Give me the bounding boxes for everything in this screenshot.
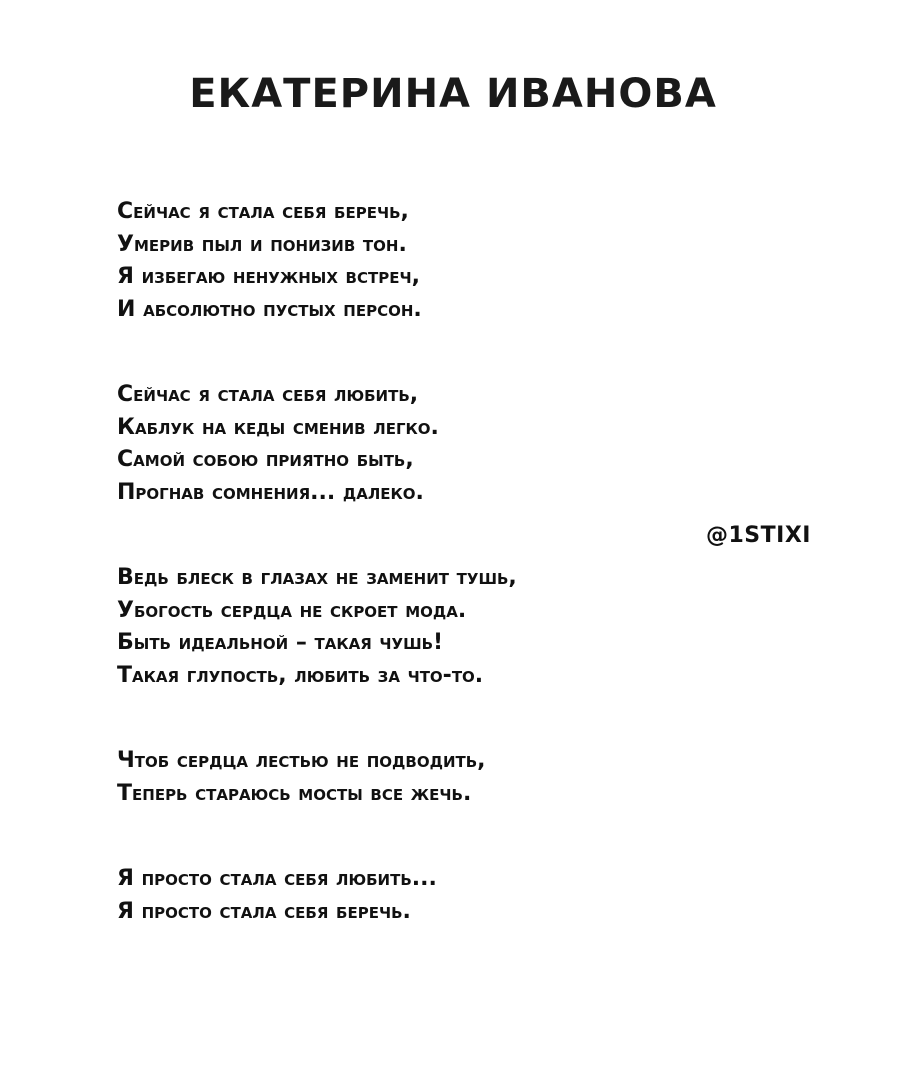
stanza-3 — [117, 562, 817, 692]
poem-line: Я просто стала себя любить... — [117, 866, 437, 891]
stanza-4 — [117, 745, 817, 810]
stanza-5 — [117, 863, 817, 928]
poem-line: Сейчас я стала себя беречь, — [117, 199, 409, 224]
poem-line: Самой собою приятно быть, — [117, 447, 414, 472]
poem-line: Я избегаю ненужных встреч, — [117, 264, 420, 289]
stanza-1 — [117, 196, 817, 326]
poem-line: Такая глупость, любить за что-то. — [117, 662, 484, 688]
poem-line: Чтоб сердца лестью не подводить, — [117, 748, 486, 773]
author-title: ЕКАТЕРИНА ИВАНОВА — [189, 71, 717, 117]
poem-line: Каблук на кеды сменив легко. — [117, 414, 439, 440]
poem-line: Быть идеальной – такая чушь! — [117, 630, 444, 655]
poem-line: Сейчас я стала себя любить, — [117, 382, 419, 407]
poem-line: Ведь блеск в глазах не заменит тушь, — [117, 565, 517, 590]
social-handle: @1STIXI — [706, 523, 811, 548]
poem-line: Прогнав сомнения... далеко. — [117, 479, 424, 505]
poem-line: Теперь стараюсь мосты все жечь. — [117, 780, 472, 806]
poem-body — [117, 196, 817, 981]
stanza-2 — [117, 379, 817, 509]
poem-line: Я просто стала себя беречь. — [117, 898, 411, 924]
poem-line: И абсолютно пустых персон. — [117, 296, 422, 322]
poem-line: Умерив пыл и понизив тон. — [117, 231, 407, 257]
poem-line: Убогость сердца не скроет мода. — [117, 597, 467, 623]
